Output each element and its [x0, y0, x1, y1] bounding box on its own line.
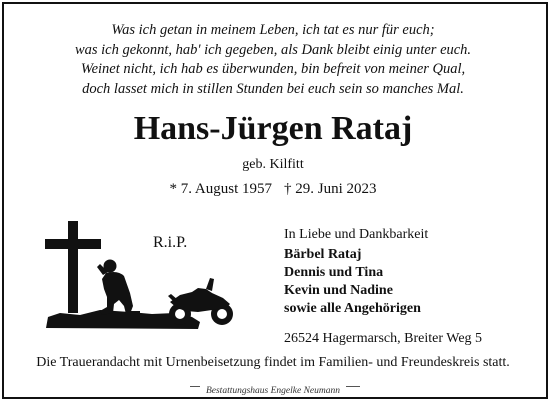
- birth-name: geb. Kilfitt: [242, 157, 304, 172]
- death-date: † 29. Juni 2023: [284, 181, 377, 197]
- memorial-illustration: [40, 218, 250, 333]
- mourner-name: Bärbel Rataj: [284, 247, 362, 262]
- rip-label: R.i.P.: [153, 234, 188, 251]
- life-dates: [0, 180, 546, 198]
- mourner-name: sowie alle Angehörigen: [284, 301, 421, 316]
- poem-line: was ich gekonnt, hab' ich gegeben, als Dank bleibt einig unter euch.: [74, 41, 472, 58]
- poem-line: Was ich getan in meinem Leben, ich tat es nur für euch;: [111, 22, 435, 38]
- deceased-name: Hans-Jürgen Rataj: [133, 110, 413, 147]
- motorcycle-icon: [168, 278, 233, 325]
- mourner-name: Kevin und Nadine: [284, 283, 393, 298]
- poem: [0, 21, 546, 99]
- mourners-address: 26524 Hagermarsch, Breiter Weg 5: [284, 331, 483, 346]
- mourners-block: [284, 226, 428, 318]
- funeral-home-name: Bestattungshaus Engelke Neumann: [200, 386, 346, 396]
- birth-date: * 7. August 1957: [169, 181, 272, 197]
- mourner-name: Dennis und Tina: [284, 265, 384, 280]
- poem-line: doch lasset mich in stillen Stunden bei euch sein so manches Mal.: [82, 80, 464, 97]
- service-note: Die Trauerandacht mit Urnenbeisetzung findet im Familien- und Freundeskreis statt.: [36, 355, 510, 370]
- funeral-home: [0, 380, 546, 398]
- poem-line: Weinet nicht, ich hab es überwunden, bin befreit von meiner Qual,: [80, 61, 466, 78]
- cross-icon: [45, 221, 101, 313]
- mourners-intro: In Liebe und Dankbarkeit: [284, 227, 429, 242]
- kneeling-biker-icon: [97, 260, 140, 317]
